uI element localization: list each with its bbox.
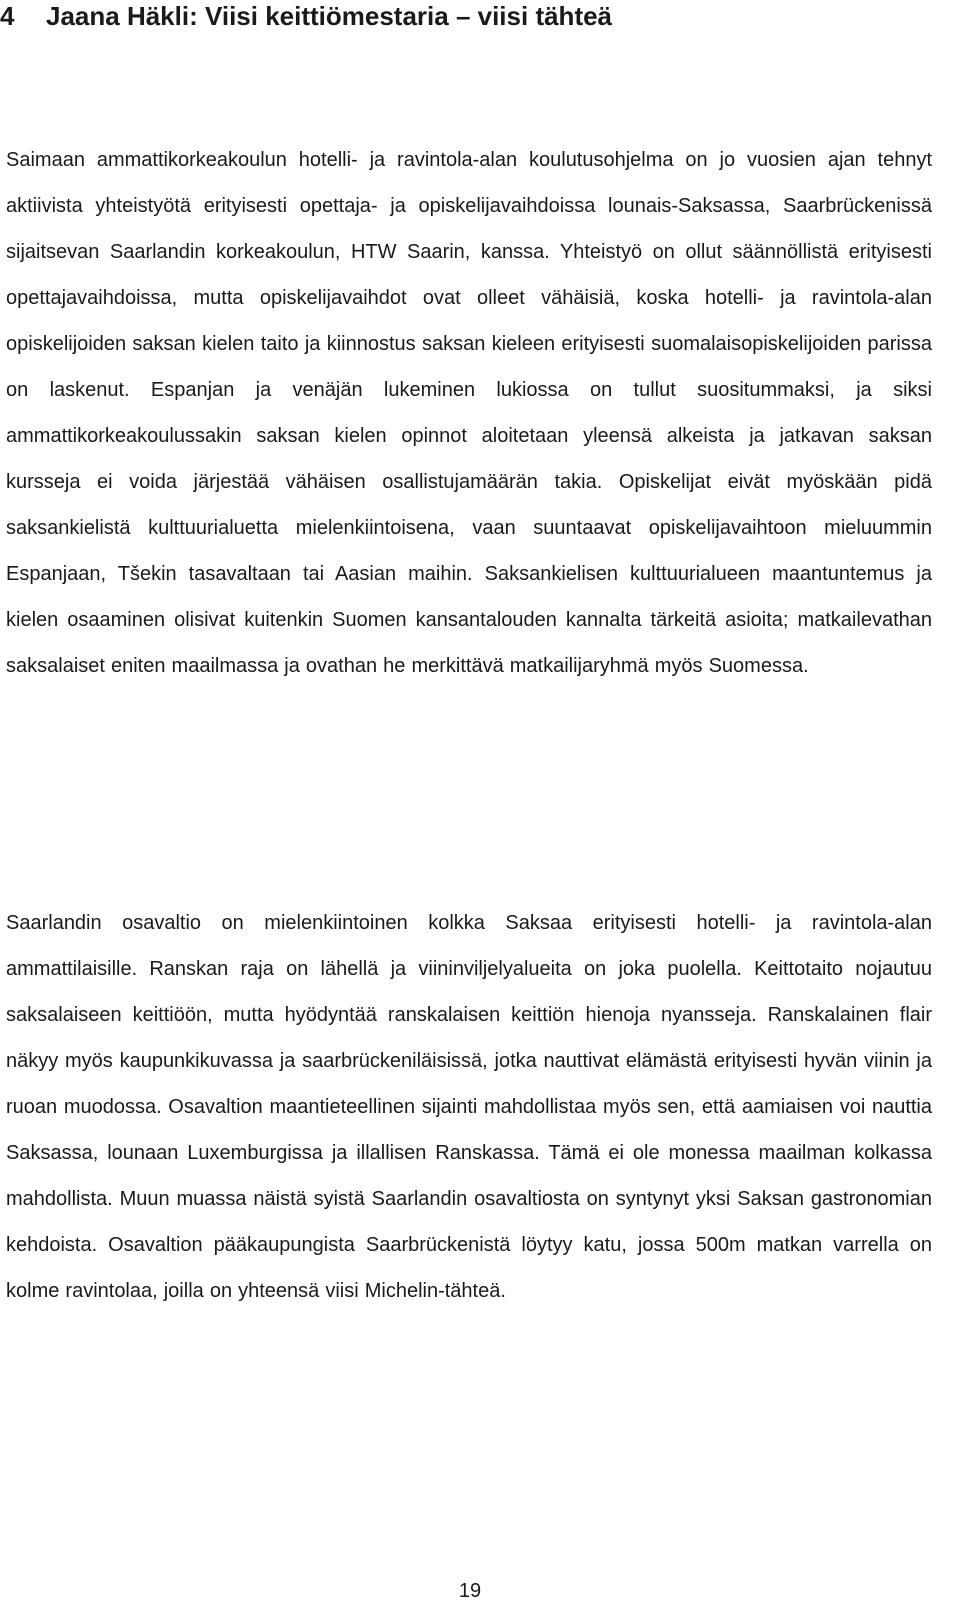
body-paragraph: Saimaan ammattikorkeakoulun hotelli- ja ravintola-alan koulutusohjelma on jo vuosien ajan tehnyt aktiivista yhteistyötä erityisesti opettaja- ja opiskelijavaihdoissa lounais-Saksassa, Saarbrückenissä sijaitsevan Saarlandin korkeakoulun, HTW Saarin, kanssa. Yhteistyö on ollut säännöllistä erityisesti opettajavaihdoissa, mutta opiskelijavaihdot ovat olleet vähäisiä, koska hotelli- ja ravintola-alan opiskelijoiden saksan kielen taito ja kiinnostus saksan kieleen erityisesti suomalaisopiskelijoiden parissa on laskenut. Espanjan ja venäjän lukeminen lukiossa on tullut suositummaksi, ja siksi ammattikorkeakoulussakin saksan kielen opinnot aloitetaan yleensä alkeista ja jatkavan saksan kursseja ei voida järjestää vähäisen osallistujamäärän takia. Opiskelijat eivät myöskään pidä saksankielistä kulttuurialuetta mielenkiintoisena, vaan suuntaavat opiskelijavaihtoon mieluummin Espanjaan, Tšekin tasavaltaan tai Aasian maihin. Saksankielisen kulttuurialueen maantuntemus ja kielen osaaminen olisivat kuitenkin Suomen kansantalouden kannalta tärkeitä asioita; matkailevathan saksalaiset eniten maailmassa ja ovathan he merkittävä matkailijaryhmä myös Suomessa. (6, 149, 932, 677)
page-number: 19 (458, 1580, 482, 1602)
section-number: 4 (0, 1, 15, 31)
section-title: Jaana Häkli: Viisi keittiömestaria – viisi tähteä (46, 1, 613, 31)
body-paragraph: Saarlandin osavaltio on mielenkiintoinen kolkka Saksaa erityisesti hotelli- ja ravintola-alan ammattilaisille. Ranskan raja on lähellä ja viininviljelyalueita on joka puolella. Keittotaito nojautuu saksalaiseen keittiöön, mutta hyödyntää ranskalaisen keittiön hienoja nyansseja. Ranskalainen flair näkyy myös kaupunkikuvassa ja saarbrückeniläisissä, jotka nauttivat elämästä erityisesti hyvän viinin ja ruoan muodossa. Osavaltion maantieteellinen sijainti mahdollistaa myös sen, että aamiaisen voi nauttia Saksassa, lounaan Luxemburgissa ja illallisen Ranskassa. Tämä ei ole monessa maailman kolkassa mahdollista. Muun muassa näistä syistä Saarlandin osavaltiosta on syntynyt yksi Saksan gastronomian kehdoista. Osavaltion pääkaupungista Saarbrückenistä löytyy katu, jossa 500m matkan varrella on kolme ravintolaa, joilla on yhteensä viisi Michelin-tähteä. (6, 912, 932, 1302)
section-heading (0, 0, 960, 32)
